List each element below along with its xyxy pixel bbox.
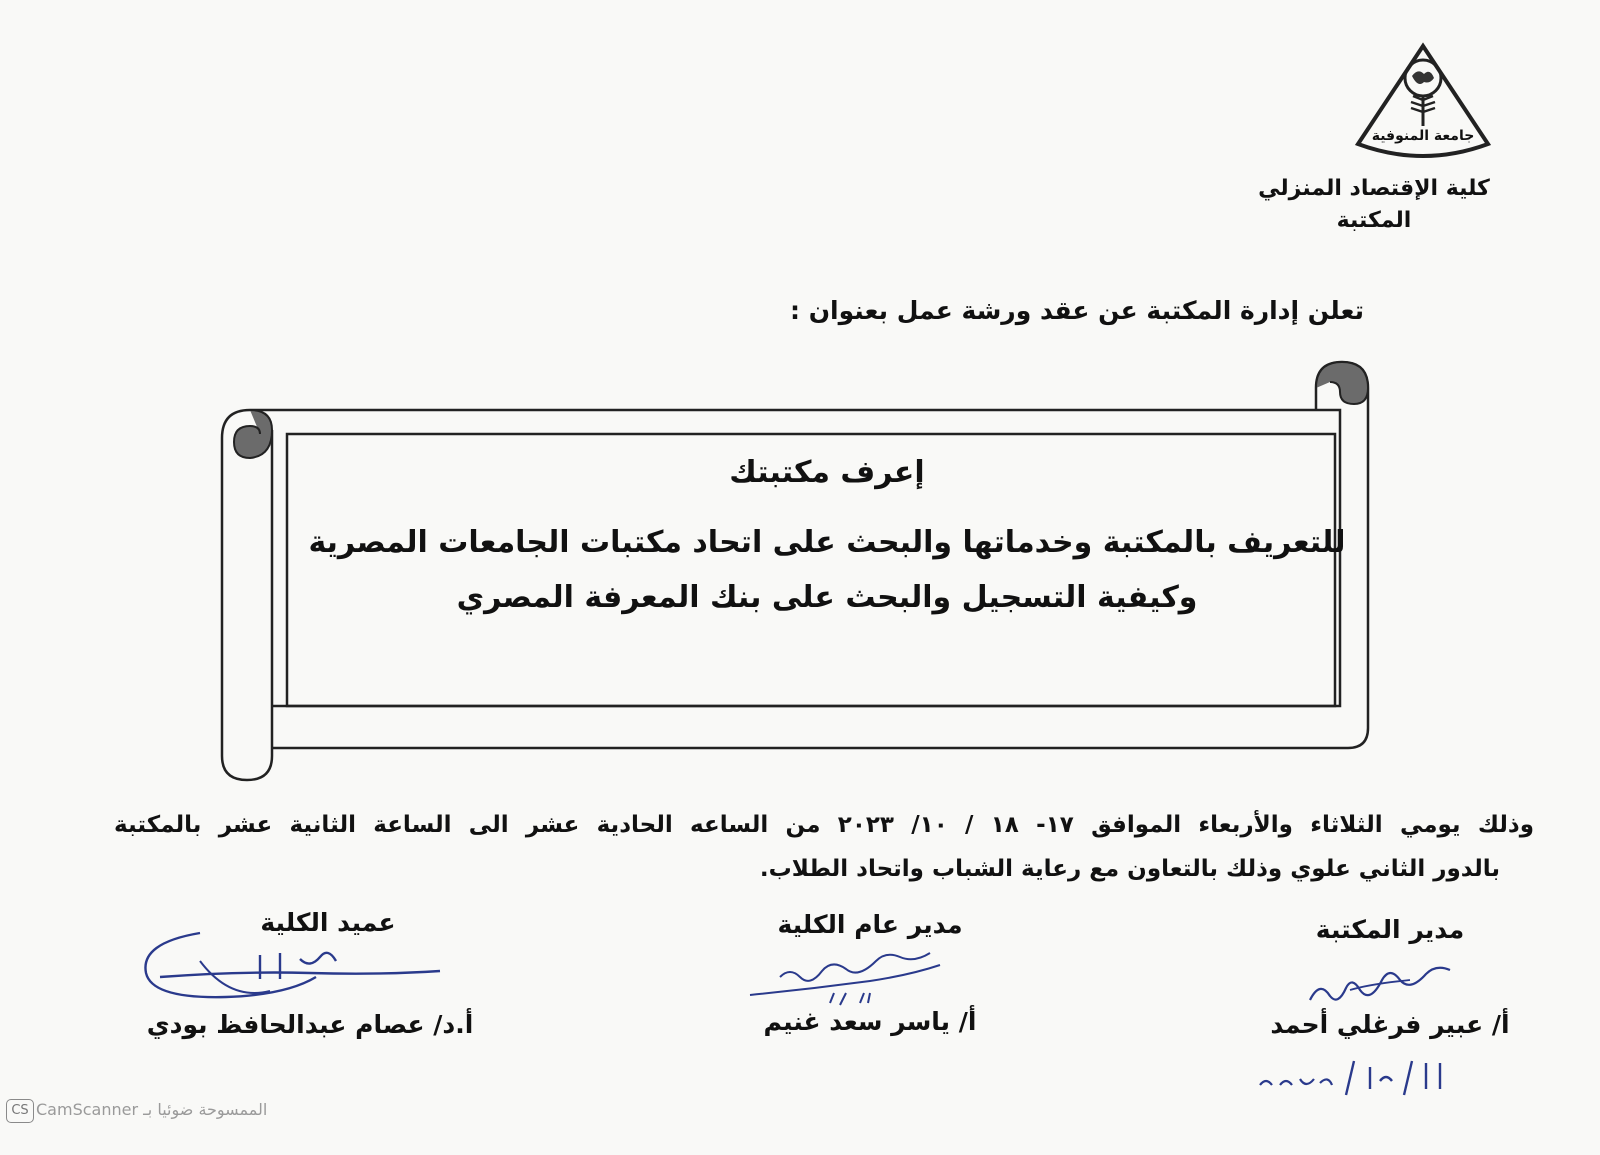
banner-line-2: وكيفية التسجيل والبحث على بنك المعرفة المصري	[456, 580, 1198, 615]
camscanner-text: الممسوحة ضوئيا بـ CamScanner	[36, 1100, 268, 1119]
library-director-name: أ/ عبير فرغلي أحمد	[1270, 1010, 1510, 1039]
dean-name: أ.د/ عصام عبدالحافظ بودي	[146, 1010, 474, 1039]
general-manager-title: مدير عام الكلية	[777, 910, 963, 939]
library-director-title: مدير المكتبة	[1315, 915, 1465, 944]
announcement: تعلن إدارة المكتبة عن عقد ورشة عمل بعنوان :	[790, 296, 1364, 325]
general-manager-name: أ/ ياسر سعد غنيم	[763, 1007, 977, 1036]
banner-title: إعرف مكتبتك	[729, 455, 925, 490]
faculty-header	[1214, 173, 1534, 237]
general-manager-signature	[740, 945, 970, 1015]
logo-text: جامعة المنوفية	[1371, 128, 1475, 144]
university-logo	[1348, 40, 1498, 160]
body-line-2: بالدور الثاني علوي وذلك بالتعاون مع رعاية الشباب واتحاد الطلاب.	[759, 856, 1500, 882]
body-line-1: وذلك يومي الثلاثاء والأربعاء الموافق ١٧- ١٨ / ١٠/ ٢٠٢٣ من الساعه الحادية عشر الى الساعة الثانية عشر بالمكتبة	[114, 812, 1534, 838]
dean-title: عميد الكلية	[260, 908, 396, 937]
banner-line-1: للتعريف بالمكتبة وخدماتها والبحث على اتحاد مكتبات الجامعات المصرية	[308, 525, 1346, 560]
library-director-signature	[1290, 960, 1480, 1010]
camscanner-badge: CS	[6, 1099, 34, 1123]
faculty-name: كلية الإقتصاد المنزلي	[1258, 176, 1490, 201]
scroll-banner	[220, 358, 1400, 798]
handwritten-date	[1250, 1055, 1460, 1100]
department-name: المكتبة	[1336, 208, 1412, 233]
